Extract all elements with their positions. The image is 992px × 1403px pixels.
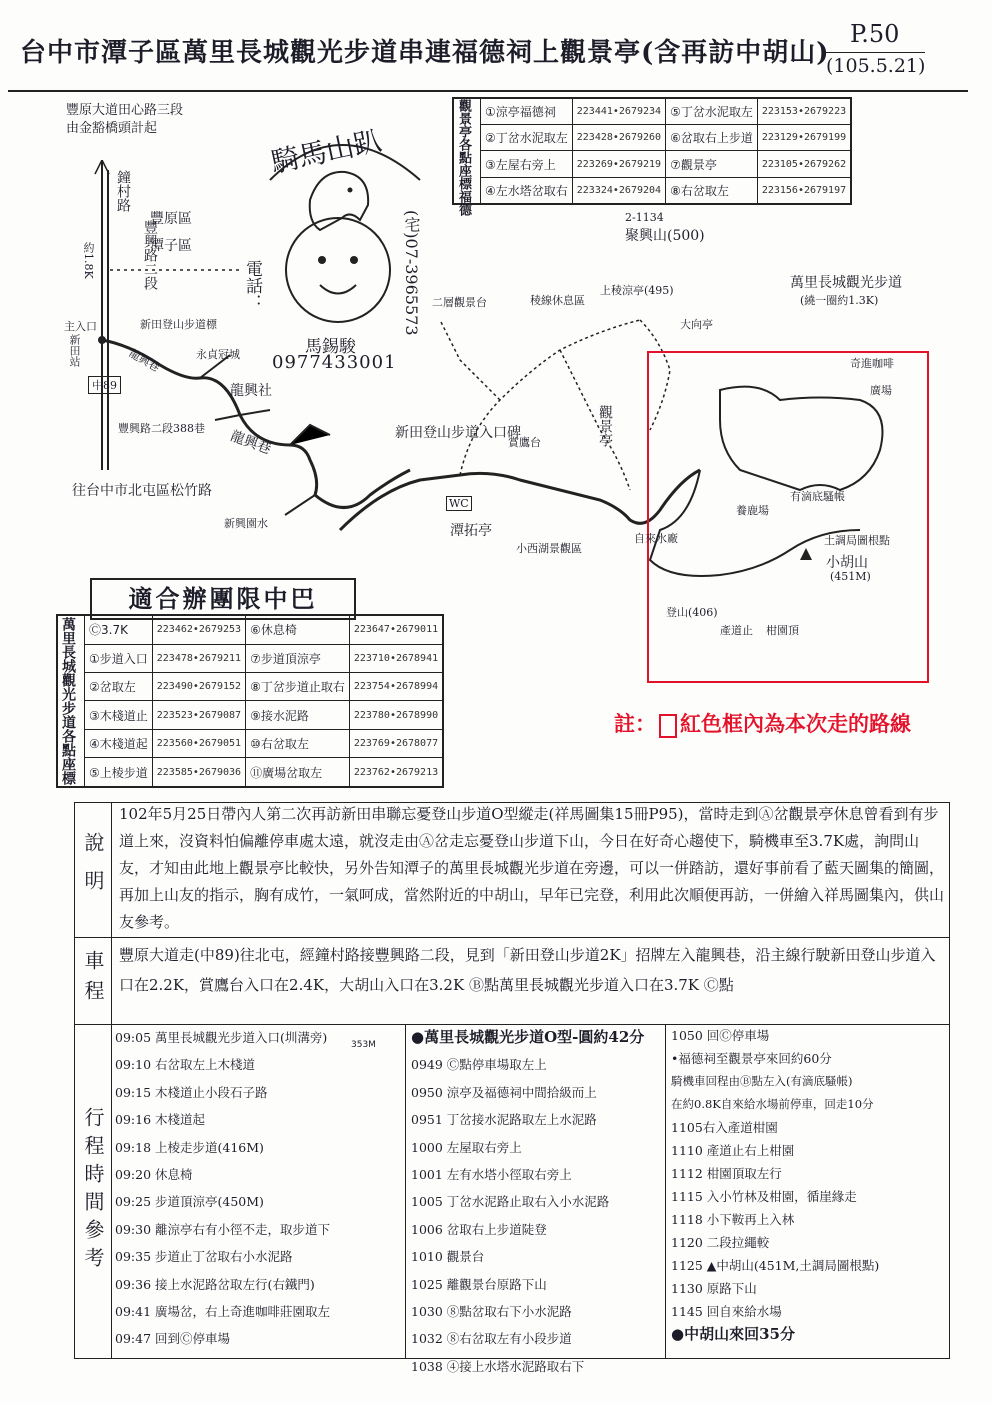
itinerary-col-1 bbox=[115, 1024, 401, 1353]
great-wall-table-name: ④木棧道起 bbox=[85, 729, 153, 757]
great-wall-table-coord: 223762•2679213 bbox=[349, 758, 443, 787]
itinerary-item: 1110 產道止右上柑園 bbox=[671, 1143, 795, 1158]
itinerary-item: 1000 左屋取右旁上 bbox=[411, 1139, 522, 1155]
itinerary-elevation-note: 353M bbox=[351, 1040, 376, 1050]
map-label-qijin: 奇進咖啡 bbox=[850, 357, 894, 370]
map-label-dengshan: 登山(406) bbox=[666, 606, 718, 619]
route-note bbox=[614, 708, 911, 738]
top-table-name: ②丁岔水泥取左 bbox=[481, 125, 573, 151]
great-wall-table-coord: 223490•2679152 bbox=[152, 673, 245, 701]
map-label-to-beitun: 往台中市北屯區松竹路 bbox=[72, 483, 212, 499]
map-label-fengxing: 豐興路二段 bbox=[142, 220, 158, 290]
explanation-label: 說明 bbox=[75, 803, 112, 937]
explanation-text: 102年5月25日帶內人第二次再訪新田串聯忘憂登山步道O型縱走(祥馬圖集15冊P95)，當時走到Ⓐ岔觀景亭休息曾看到有步道上來，沒資料怕偏離停車處太遠，就沒走由Ⓐ岔走忘憂登山步道下山，今日在好奇心趨使下，騎機車至3.7K處，詢問山友，才知由此地上觀景亭比較快，另外告知潭子的萬里長城觀光步道在旁邊，可以一併踏訪，還好事前看了藍天圖集的簡圖，再加上山友的指示，胸有成竹，一氣呵成，當然附近的中胡山，早年已完登，利用此次順便再訪，一併繪入祥馬圖集內，供山友參考。 bbox=[119, 805, 945, 931]
great-wall-table-coord: 223462•2679253 bbox=[152, 615, 245, 644]
top-table-coord: 223269•2679219 bbox=[572, 151, 665, 177]
stamp-home-phone: (宅)07-3965573 bbox=[402, 210, 421, 336]
top-table-coord: 223441•2679234 bbox=[572, 98, 665, 125]
itinerary-item: 1130 原路下山 bbox=[671, 1281, 757, 1296]
map-label-xintian-station: 新田站 bbox=[68, 334, 81, 367]
top-waypoint-table bbox=[452, 97, 852, 216]
map-label-shangying: 賞鷹台 bbox=[508, 436, 541, 449]
great-wall-table-name: ⑨接水泥路 bbox=[246, 701, 350, 729]
great-wall-table-coord: 223560•2679051 bbox=[152, 729, 245, 757]
itinerary-item: 1125 ▲中胡山(451M,土調局圖根點) bbox=[671, 1258, 880, 1273]
map-label-longxing: 龍興巷 bbox=[126, 346, 162, 375]
top-table-coord: 223324•2679204 bbox=[572, 177, 665, 204]
great-wall-table-coord: 223585•2679036 bbox=[152, 758, 245, 787]
great-wall-table-coord: 223523•2679087 bbox=[152, 701, 245, 729]
great-wall-table-coord: 223478•2679211 bbox=[152, 644, 245, 672]
map-label-entry-monument: 新田登山步道入口碑 bbox=[395, 425, 521, 441]
map-label-great-wall: 萬里長城觀光步道 bbox=[790, 275, 902, 291]
map-label-district: 豐原區 bbox=[150, 211, 192, 227]
itinerary-item: 09:25 步道頂涼亭(450M) bbox=[115, 1194, 264, 1210]
great-wall-table-name: ①步道入口 bbox=[85, 644, 153, 672]
itinerary-item: 09:35 步道止丁岔取右小水泥路 bbox=[115, 1249, 293, 1265]
itinerary-item: •福德祠至觀景亭來回約60分 bbox=[671, 1051, 832, 1066]
page-title: 台中市潭子區萬里長城觀光步道串連福德祠上觀景亭(含再訪中胡山) bbox=[20, 38, 830, 68]
itinerary-item: 0950 涼亭及福德祠中間拾級而上 bbox=[411, 1084, 597, 1100]
top-table-coord: 223428•2679260 bbox=[572, 125, 665, 151]
itinerary-item: 1145 回自來給水場 bbox=[671, 1304, 782, 1319]
great-wall-table-coord: 223769•2678077 bbox=[349, 729, 443, 757]
map-label-district2: 潭子區 bbox=[150, 238, 192, 254]
itinerary-item: 09:47 回到Ⓒ停車場 bbox=[115, 1331, 230, 1347]
great-wall-table-coord: 223780•2678990 bbox=[349, 701, 443, 729]
itinerary-item: 09:20 休息椅 bbox=[115, 1167, 193, 1183]
top-table-name: ③左屋右旁上 bbox=[481, 151, 573, 177]
itinerary-divider bbox=[405, 1024, 406, 1358]
stamp-phone-label: 電話： bbox=[242, 260, 262, 311]
great-wall-table-name: Ⓒ3.7K bbox=[85, 615, 153, 644]
map-label-388: 豐興路二段388巷 bbox=[118, 422, 205, 435]
great-wall-table-name: ⑪廣場岔取左 bbox=[246, 758, 350, 787]
itinerary-item: 1006 岔取右上步道陡登 bbox=[411, 1221, 547, 1237]
car-route-section bbox=[74, 936, 950, 1025]
top-table-name: ⑥岔取右上步道 bbox=[666, 125, 758, 151]
great-wall-table-name: ⑥休息椅 bbox=[246, 615, 350, 644]
bus-box-title: 適合辦團限中巴 bbox=[90, 578, 356, 620]
map-label-chandao: 產道止 bbox=[720, 624, 753, 637]
great-wall-table-name: ⑧丁岔步道止取右 bbox=[246, 673, 350, 701]
map-label-loop: (繞一圈約1.3K) bbox=[800, 294, 879, 307]
itinerary-item: 1118 小下鞍再上入林 bbox=[671, 1212, 795, 1227]
map-label-guanjing: 觀景亭 bbox=[597, 405, 613, 447]
start-note-2: 由金豁橋頭計起 bbox=[66, 121, 158, 136]
map-label-tap-water: 自來水廠 bbox=[634, 532, 678, 545]
page-date: (105.5.21) bbox=[826, 52, 925, 77]
map-label-trail-sign: 新田登山步道標 bbox=[140, 318, 217, 331]
great-wall-table-name: ②岔取左 bbox=[85, 673, 153, 701]
top-table-name: ④左水塔岔取右 bbox=[481, 177, 573, 204]
map-label-erceng: 二層觀景台 bbox=[432, 296, 487, 309]
map-label-shangleng: 上稜涼亭(495) bbox=[600, 284, 674, 297]
stamp-person: 馬錫駿 bbox=[305, 337, 356, 357]
great-wall-table-coord: 223710•2678941 bbox=[349, 644, 443, 672]
itinerary-section bbox=[74, 1024, 950, 1374]
itinerary-item: 1115 入小竹林及柑園，循崖緣走 bbox=[671, 1189, 857, 1204]
top-table-coord: 223129•2679199 bbox=[757, 125, 851, 151]
stamp-mobile: 0977433001 bbox=[272, 352, 397, 373]
itinerary-item: ●中胡山來回35分 bbox=[671, 1325, 795, 1343]
itinerary-label: 行程時間參考 bbox=[75, 1024, 112, 1358]
itinerary-item: 1120 二段拉繩較 bbox=[671, 1235, 770, 1250]
map-label-juxiang: 聚興山(500) bbox=[625, 228, 705, 244]
map-label-zhonghu-height: (451M) bbox=[830, 570, 871, 583]
itinerary-item: 1030 ⑧點岔取右下小水泥路 bbox=[411, 1304, 572, 1320]
itinerary-item: 1025 離觀景台原路下山 bbox=[411, 1276, 547, 1292]
map-label-feeding: 養鹿場 bbox=[736, 504, 769, 517]
itinerary-item: 1005 丁岔水泥路止取右入小水泥路 bbox=[411, 1194, 610, 1210]
approach-note bbox=[66, 102, 183, 138]
itinerary-item: 1038 ④接上水塔水泥路取右下 bbox=[411, 1358, 585, 1374]
top-table-name: ⑧右岔取左 bbox=[666, 177, 758, 204]
route-note-text: 紅色框內為本次走的路線 bbox=[680, 711, 911, 736]
map-label-2-1134: 2-1134 bbox=[625, 211, 664, 224]
map-label-approx: 約1.8K bbox=[82, 242, 95, 279]
route-note-prefix: 註： bbox=[614, 711, 656, 736]
top-table-coord: 223156•2679197 bbox=[757, 177, 851, 204]
top-table-row-label: 觀景亭各點座標福德 bbox=[453, 98, 481, 204]
map-label-tuanyuan: 土調局圖根點 bbox=[824, 534, 890, 547]
map-label-ganyuan: 柑園頂 bbox=[766, 624, 799, 637]
great-wall-table-coord: 223647•2679011 bbox=[349, 615, 443, 644]
great-wall-table-name: ⑦步道頂涼亭 bbox=[246, 644, 350, 672]
top-table-name: ⑦觀景亭 bbox=[666, 151, 758, 177]
itinerary-col2-head: ●萬里長城觀光步道O型-圓約42分 bbox=[411, 1028, 645, 1046]
itinerary-item: 09:18 上棱走步道(416M) bbox=[115, 1139, 264, 1155]
map-label-guangchang: 廣場 bbox=[870, 384, 892, 397]
itinerary-item: 1050 回Ⓒ停車場 bbox=[671, 1028, 770, 1043]
itinerary-item: 09:36 接上水泥路岔取左行(右鐵門) bbox=[115, 1276, 315, 1292]
itinerary-item: 09:16 木棧道起 bbox=[115, 1112, 205, 1128]
top-table-name: ⑤丁岔水泥取左 bbox=[666, 98, 758, 125]
explanation-section bbox=[74, 802, 950, 938]
map-label-main-entry: 主入口 bbox=[64, 320, 97, 333]
itinerary-item: 1112 柑園頂取左行 bbox=[671, 1166, 782, 1181]
map-label-zhong89: 中89 bbox=[88, 376, 121, 394]
itinerary-item: 09:15 木棧道止小段石子路 bbox=[115, 1084, 268, 1100]
top-table-coord: 223153•2679223 bbox=[757, 98, 851, 125]
itinerary-item: 在約0.8K自來給水場前停車，回走10分 bbox=[671, 1097, 874, 1111]
top-table-coord: 223105•2679262 bbox=[757, 151, 851, 177]
start-note-1: 豐原大道田心路三段 bbox=[66, 103, 184, 118]
great-wall-waypoint-table bbox=[56, 614, 444, 788]
great-wall-table-label: 萬里長城觀光步道各點座標 bbox=[57, 615, 85, 787]
map-label-xiaoxi-hu: 小西湖景觀區 bbox=[516, 542, 582, 555]
title-divider bbox=[8, 90, 968, 92]
great-wall-table-name: ③木棧道止 bbox=[85, 701, 153, 729]
top-table-name: ①涼亭福德祠 bbox=[481, 98, 573, 125]
map-label-xinxing: 新興園水 bbox=[224, 517, 268, 530]
map-label-longxingzhuang: 龍興社 bbox=[230, 383, 272, 399]
itinerary-item: 09:10 右岔取左上木棧道 bbox=[115, 1057, 255, 1073]
map-label-longxing2: 龍興巷 bbox=[228, 428, 274, 458]
itinerary-item: 1010 觀景台 bbox=[411, 1249, 485, 1265]
map-label-youtiao: 有滴底騷帳 bbox=[790, 490, 845, 503]
map-label-shanleng: 稜線休息區 bbox=[530, 294, 585, 307]
itinerary-item: 09:30 離涼亭右有小徑不走，取步道下 bbox=[115, 1221, 330, 1237]
stamp-title: 騎馬山趴 bbox=[268, 123, 385, 180]
itinerary-item: 1032 ⑧右岔取左有小段步道 bbox=[411, 1331, 572, 1347]
itinerary-col-3 bbox=[671, 1024, 947, 1346]
itinerary-divider bbox=[665, 1024, 666, 1358]
car-route-text: 豐原大道走(中89)往北屯，經鐘村路接豐興路二段，見到「新田登山步道2K」招牌左入龍興巷，沿主線行駛新田登山步道入口在2.2K，賞鷹台入口在2.4K，大胡山入口在3.2K Ⓑ點萬里長城觀光步道入口在3.7K Ⓒ點 bbox=[119, 946, 936, 994]
map-label-tanzitang: 潭拓亭 bbox=[450, 523, 492, 539]
map-label-dawang: 大向亭 bbox=[680, 318, 713, 331]
itinerary-item: 騎機車回程由Ⓑ點左入(有滴底騷帳) bbox=[671, 1074, 853, 1088]
itinerary-item: 1001 左有水塔小徑取右旁上 bbox=[411, 1167, 572, 1183]
itinerary-item: 0949 Ⓒ點停車場取左上 bbox=[411, 1057, 547, 1073]
great-wall-table-name: ⑤上棱步道 bbox=[85, 758, 153, 787]
itinerary-item: 09:41 廣場岔，右上奇進咖啡莊園取左 bbox=[115, 1304, 330, 1320]
great-wall-table-coord: 223754•2678994 bbox=[349, 673, 443, 701]
map-label-zhongcun: 鐘村路 bbox=[115, 170, 131, 212]
page-number: P.50 bbox=[850, 20, 900, 48]
itinerary-item: 0951 丁岔接水泥路取左上水泥路 bbox=[411, 1112, 597, 1128]
itinerary-item: 09:05 萬里長城觀光步道入口(圳溝旁) bbox=[115, 1030, 328, 1045]
great-wall-table-name: ⑩右岔取左 bbox=[246, 729, 350, 757]
map-label-yongzhen: 永貞冠城 bbox=[196, 348, 240, 361]
map-label-wc: WC bbox=[446, 496, 472, 511]
itinerary-col-2 bbox=[411, 1024, 661, 1380]
itinerary-item: 1105右入產道柑園 bbox=[671, 1120, 778, 1135]
car-route-label: 車程 bbox=[75, 936, 112, 1024]
red-box-icon bbox=[659, 714, 677, 738]
map-label-zhonghu: 小胡山 bbox=[826, 555, 868, 571]
